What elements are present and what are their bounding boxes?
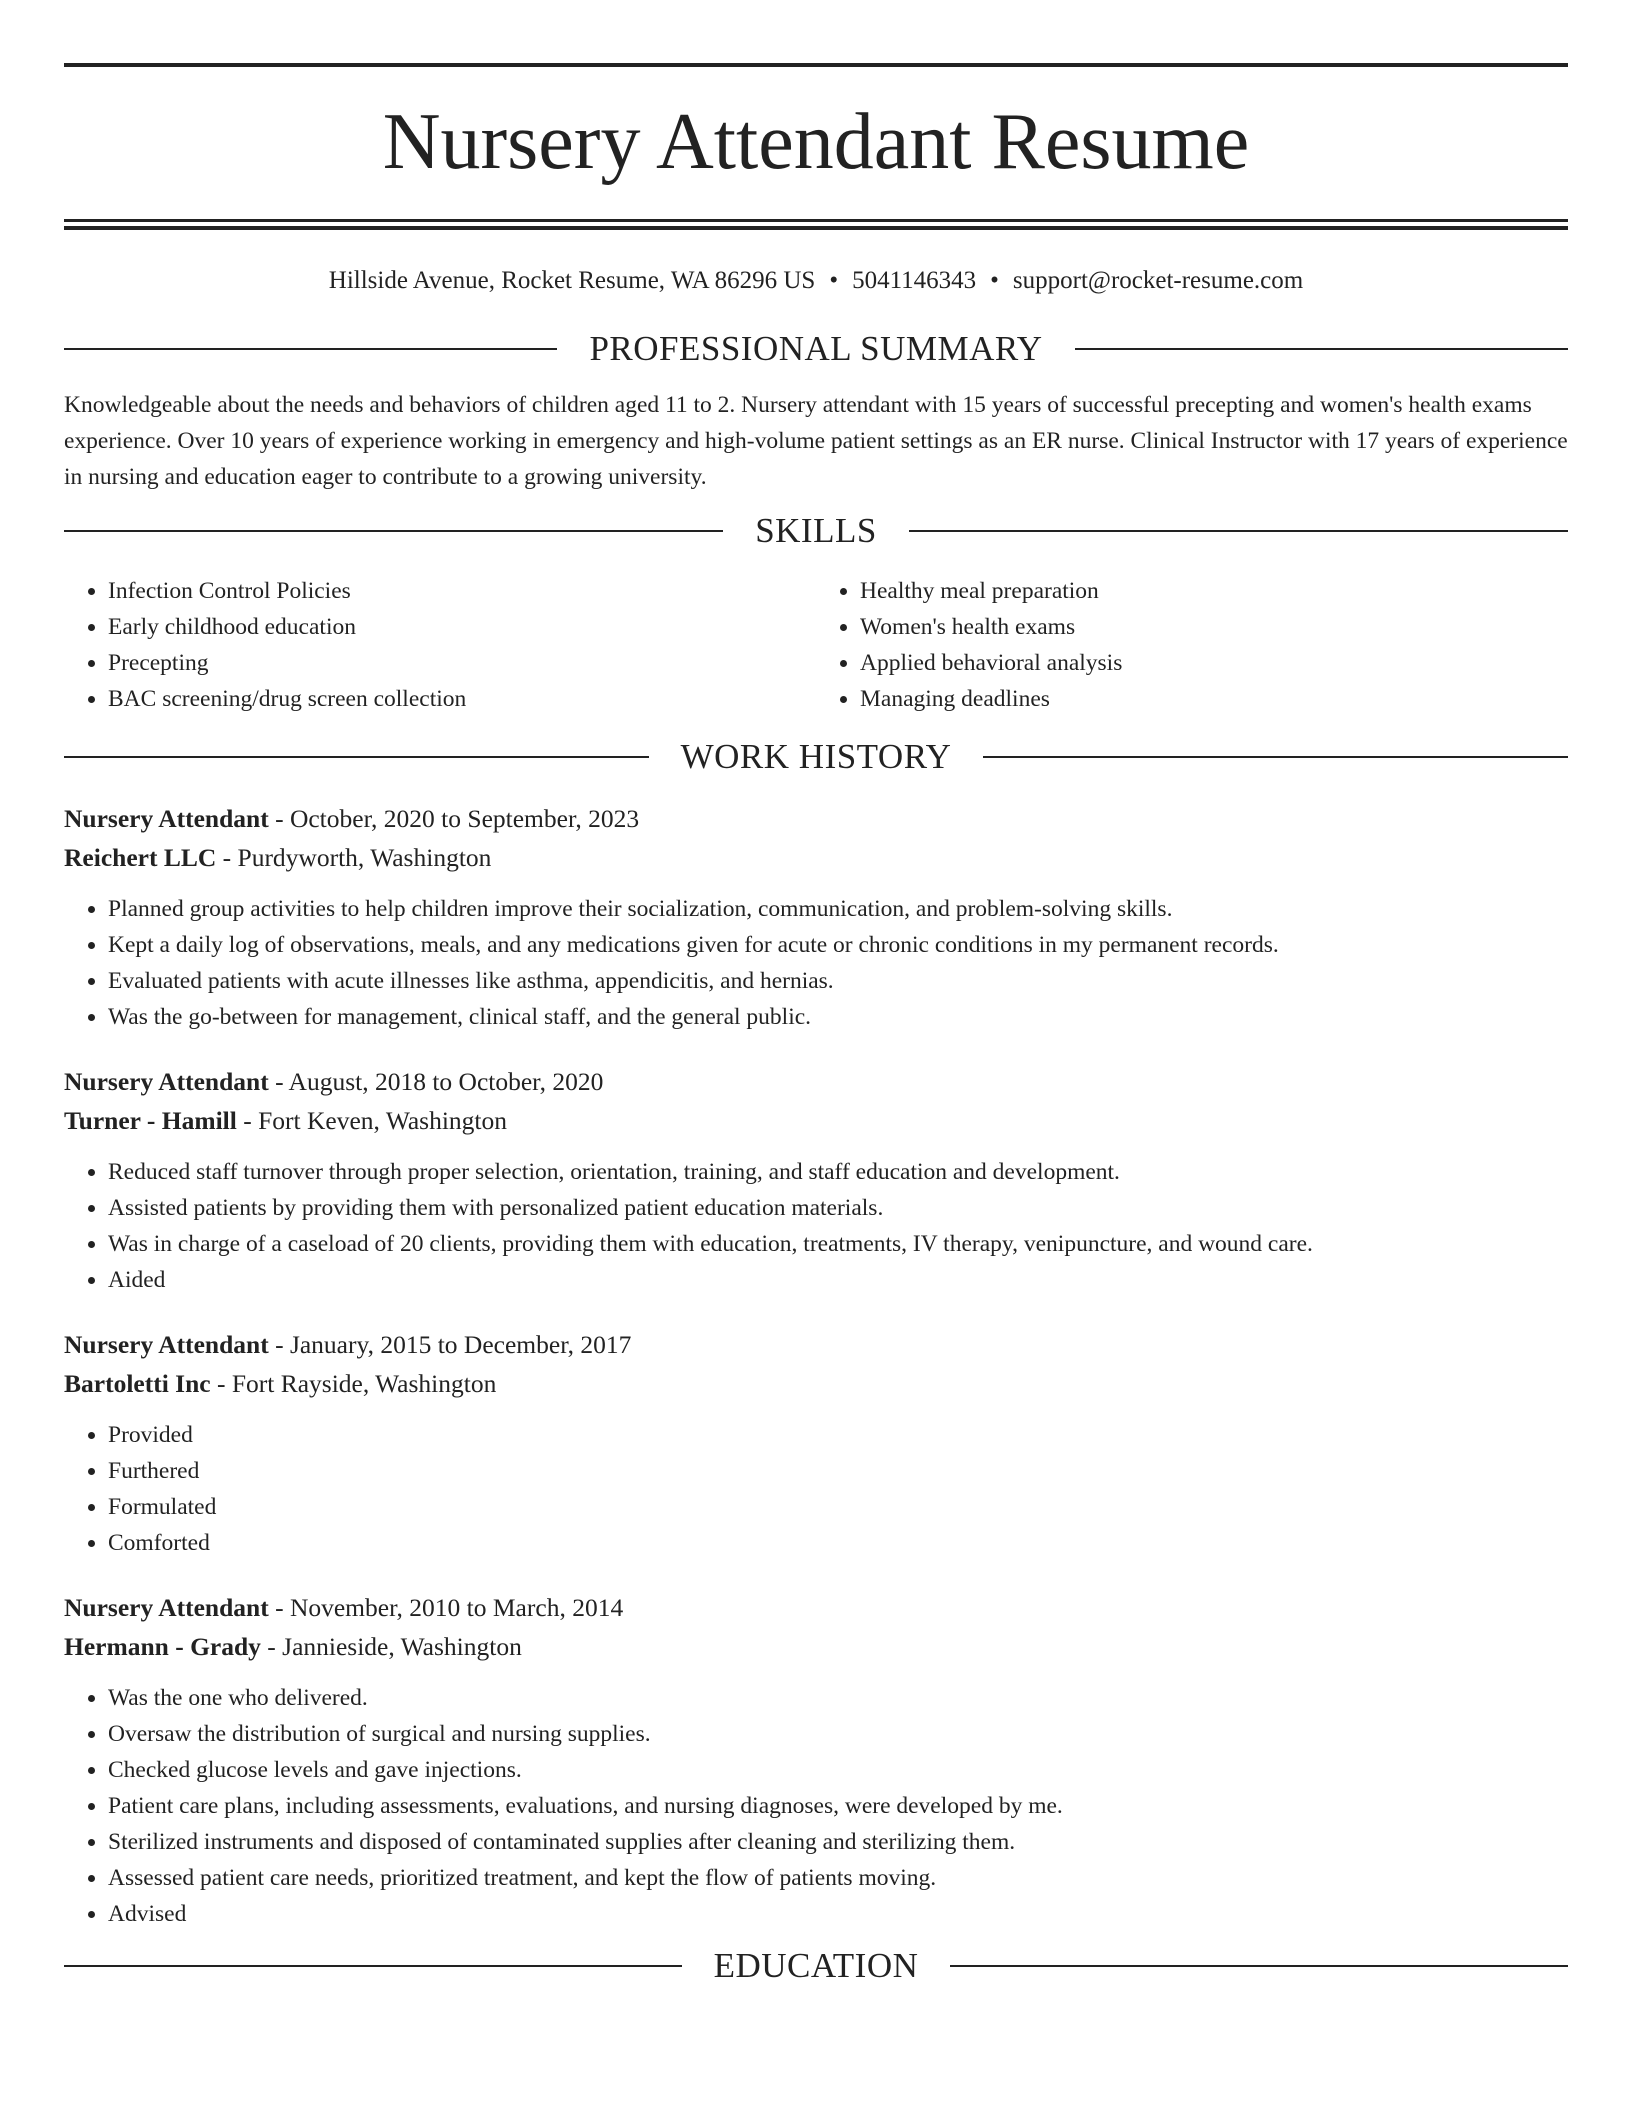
job-bullet: • Assessed patient care needs, prioritized treatment, and kept the flow of patients moving. [108, 1860, 1568, 1896]
skill-item: • Managing deadlines [860, 681, 1568, 717]
section-heading-work-history [64, 737, 1568, 777]
job-bullet: • Assisted patients by providing them with personalized patient education materials. [108, 1190, 1568, 1226]
skills-list [64, 573, 1568, 717]
skill-item: • Healthy meal preparation [860, 573, 1568, 609]
job-bullets [64, 1680, 1568, 1932]
job-title: Nursery Attendant [64, 1067, 269, 1096]
heading-rule-right [983, 756, 1568, 758]
skill-item: • Women's health exams [860, 609, 1568, 645]
section-heading-education [64, 1946, 1568, 1986]
job-title: Nursery Attendant [64, 1330, 269, 1359]
skills-column-left [64, 573, 816, 717]
section-heading-skills [64, 511, 1568, 551]
job-bullet: • Advised [108, 1896, 1568, 1932]
summary-text: Knowledgeable about the needs and behaviors of children aged 11 to 2. Nursery attendant with 15 years of successful precepting and women's health exams experience. Over 10 years of experience working in emergency and high-volume patient settings as an ER nurse. Clinical Instructor with 17 years of experience in nursing and education eager to contribute to a growing university. [64, 392, 1568, 490]
heading-rule-left [64, 530, 723, 532]
job-bullet: • Provided [108, 1417, 1568, 1453]
job-entry [64, 1588, 1568, 1932]
job-location: - Fort Rayside, Washington [210, 1369, 497, 1398]
job-dates: - August, 2018 to October, 2020 [268, 1067, 604, 1096]
job-bullet: • Planned group activities to help children improve their socialization, communication, and problem-solving skills. [108, 891, 1568, 927]
job-bullet: • Formulated [108, 1489, 1568, 1525]
section-heading-label: EDUCATION [713, 1946, 919, 1985]
job-bullet: • Kept a daily log of observations, meals, and any medications given for acute or chronic conditions in my permanent records. [108, 927, 1568, 963]
contact-phone: 5041146343 [852, 267, 977, 294]
section-heading-label: WORK HISTORY [680, 737, 952, 776]
heading-rule-right [909, 530, 1568, 532]
job-title: Nursery Attendant [64, 804, 269, 833]
job-bullet: • Evaluated patients with acute illnesses like asthma, appendicitis, and hernias. [108, 963, 1568, 999]
job-bullet: • Reduced staff turnover through proper selection, orientation, training, and staff education and development. [108, 1154, 1568, 1190]
job-bullet: • Oversaw the distribution of surgical and nursing supplies. [108, 1716, 1568, 1752]
contact-email: support@rocket-resume.com [1012, 267, 1304, 294]
job-bullets [64, 1154, 1568, 1298]
heading-rule-right [1075, 348, 1568, 350]
job-location: - Jannieside, Washington [260, 1632, 522, 1661]
job-bullet: • Checked glucose levels and gave injections. [108, 1752, 1568, 1788]
heading-rule-left [64, 348, 557, 350]
job-company: Reichert LLC [64, 843, 217, 872]
section-heading-summary [64, 329, 1568, 369]
job-bullet: • Comforted [108, 1525, 1568, 1561]
heading-rule-right [950, 1965, 1568, 1967]
job-company: Bartoletti Inc [64, 1369, 211, 1398]
section-heading-label: SKILLS [755, 511, 877, 550]
job-company: Hermann - Grady [64, 1632, 261, 1661]
job-company-line [64, 1627, 1568, 1666]
job-bullet: • Was the go-between for management, clinical staff, and the general public. [108, 999, 1568, 1035]
job-company-line [64, 1364, 1568, 1403]
job-dates: - January, 2015 to December, 2017 [268, 1330, 632, 1359]
job-title-line [64, 1325, 1568, 1364]
job-company: Turner - Hamill [64, 1106, 237, 1135]
job-bullet: • Was in charge of a caseload of 20 clients, providing them with education, treatments, IV therapy, venipuncture, and wound care. [108, 1226, 1568, 1262]
heading-rule-left [64, 1965, 682, 1967]
contact-separator: • [829, 267, 839, 294]
job-entry [64, 1325, 1568, 1561]
job-title-line [64, 1588, 1568, 1627]
contact-line [64, 266, 1568, 296]
skill-item: • BAC screening/drug screen collection [108, 681, 816, 717]
job-bullet: • Furthered [108, 1453, 1568, 1489]
resume-page [64, 0, 1568, 1986]
job-dates: - October, 2020 to September, 2023 [268, 804, 640, 833]
skills-column-right [816, 573, 1568, 717]
job-entry [64, 799, 1568, 1035]
skill-item: • Infection Control Policies [108, 573, 816, 609]
title-double-rule [64, 219, 1568, 230]
heading-rule-left [64, 756, 649, 758]
job-title-line [64, 799, 1568, 838]
job-bullet: • Patient care plans, including assessments, evaluations, and nursing diagnoses, were developed by me. [108, 1788, 1568, 1824]
job-entry [64, 1062, 1568, 1298]
job-bullet: • Aided [108, 1262, 1568, 1298]
job-company-line [64, 838, 1568, 877]
job-title: Nursery Attendant [64, 1593, 269, 1622]
skill-item: • Precepting [108, 645, 816, 681]
job-company-line [64, 1101, 1568, 1140]
contact-separator: • [990, 267, 999, 294]
job-bullets [64, 891, 1568, 1035]
contact-address: Hillside Avenue, Rocket Resume, WA 86296 US [328, 267, 816, 294]
job-bullet: • Sterilized instruments and disposed of contaminated supplies after cleaning and sterilizing them. [108, 1824, 1568, 1860]
job-bullets [64, 1417, 1568, 1561]
job-bullet: • Was the one who delivered. [108, 1680, 1568, 1716]
job-location: - Purdyworth, Washington [216, 843, 492, 872]
job-dates: - November, 2010 to March, 2014 [268, 1593, 624, 1622]
page-title: Nursery Attendant Resume [382, 98, 1250, 186]
section-heading-label: PROFESSIONAL SUMMARY [589, 329, 1043, 368]
job-location: - Fort Keven, Washington [236, 1106, 508, 1135]
skill-item: • Early childhood education [108, 609, 816, 645]
skill-item: • Applied behavioral analysis [860, 645, 1568, 681]
job-title-line [64, 1062, 1568, 1101]
